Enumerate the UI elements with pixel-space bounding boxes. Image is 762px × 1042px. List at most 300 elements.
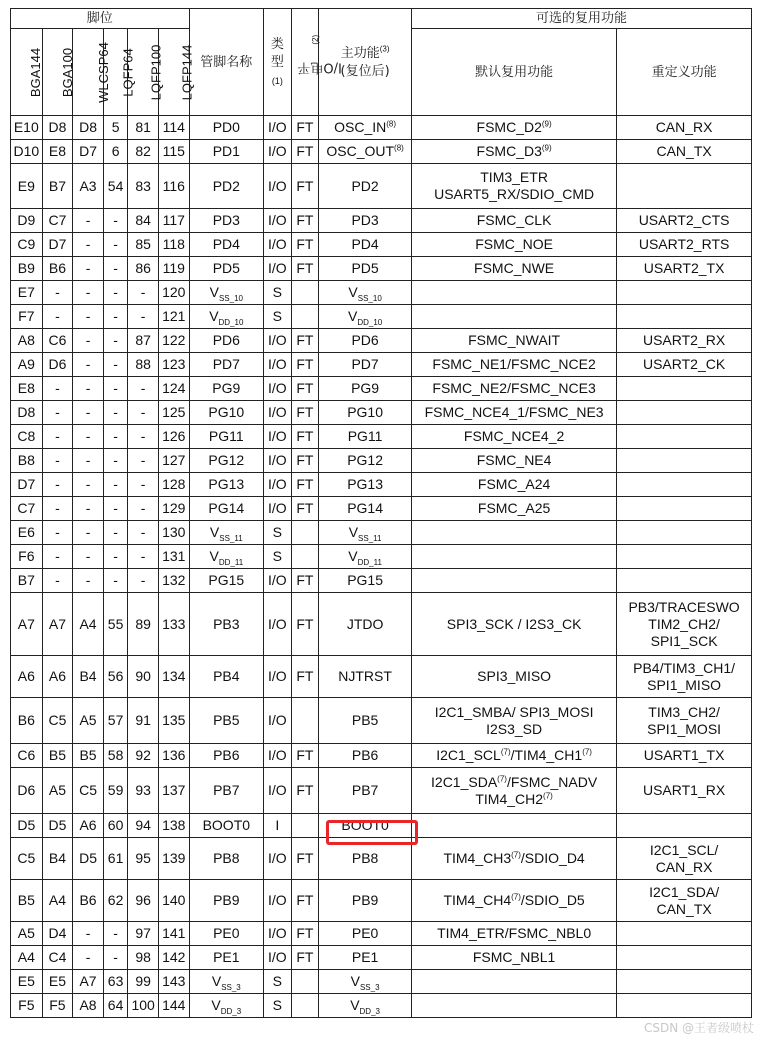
default-alt-function [412, 140, 617, 164]
remap-line [617, 332, 751, 349]
default-alt-text: I2C1_SDA [431, 773, 498, 790]
pin-position-header: 脚位 [11, 9, 190, 29]
pin-bga144: B7 [11, 569, 43, 593]
default-alt-function [412, 922, 617, 946]
default-alt-sup: (7) [543, 790, 553, 800]
io-level: FT [291, 497, 319, 521]
remap-function [617, 838, 752, 880]
pin-lqfp64: - [103, 377, 127, 401]
table-row [11, 970, 752, 994]
main-function [319, 593, 412, 656]
default-alt-text: TIM4_CH2 [475, 790, 544, 807]
remap-text: I2C1_SCL/ [649, 841, 719, 858]
pin-bga100: - [42, 401, 73, 425]
pin-lqfp64: 64 [103, 994, 127, 1018]
type-header-line2: 型 [270, 54, 284, 70]
remap-line [617, 119, 751, 136]
pin-bga144: F5 [11, 994, 43, 1018]
pin-bga144: D5 [11, 814, 43, 838]
pin-lqfp100: 96 [128, 880, 159, 922]
default-alt-function [412, 497, 617, 521]
io-level-header [291, 9, 342, 116]
remap-text: CAN_TX [656, 143, 712, 159]
io-level [291, 814, 319, 838]
remap-line [617, 356, 751, 373]
pin-lqfp144: 129 [158, 497, 189, 521]
default-alt-line [412, 668, 616, 685]
pin-name-text: BOOT0 [202, 817, 251, 833]
default-alt-line [412, 380, 616, 397]
remap-function [617, 593, 752, 656]
io-level [291, 970, 319, 994]
main-function-text: PB8 [351, 850, 379, 866]
pin-name-text: PG14 [208, 500, 245, 516]
pin-lqfp100: 94 [128, 814, 159, 838]
pin-wlcsp64: D7 [73, 140, 104, 164]
main-function [319, 164, 412, 209]
pin-name-text: V [211, 997, 221, 1013]
pin-bga100: - [42, 545, 73, 569]
pin-wlcsp64: - [73, 257, 104, 281]
pin-type: I/O [264, 656, 292, 698]
pin-name [189, 305, 264, 329]
pin-bga100: D8 [42, 116, 73, 140]
pin-name-text: V [211, 973, 222, 989]
pin-type: S [264, 281, 292, 305]
io-level: FT [291, 233, 319, 257]
table-row [11, 449, 752, 473]
default-alt-text: FSMC_NOE [475, 236, 553, 252]
pin-type: I/O [264, 209, 292, 233]
pin-wlcsp64: - [73, 377, 104, 401]
main-function-text: PG9 [351, 380, 380, 396]
remap-function [617, 116, 752, 140]
remap-line [617, 704, 751, 721]
pin-name-sub: DD_11 [218, 557, 244, 567]
pin-bga100: D4 [42, 922, 73, 946]
main-function-sub: SS_10 [357, 293, 382, 303]
main-function [319, 209, 412, 233]
io-level: FT [291, 922, 319, 946]
pin-lqfp64: - [103, 922, 127, 946]
pin-lqfp64: 62 [103, 880, 127, 922]
table-row [11, 698, 752, 744]
pin-name [189, 497, 264, 521]
pin-lqfp64: - [103, 569, 127, 593]
pin-name [189, 425, 264, 449]
pin-lqfp64: 63 [103, 970, 127, 994]
pin-type: I/O [264, 838, 292, 880]
pin-wlcsp64: - [73, 233, 104, 257]
pin-type: I/O [264, 377, 292, 401]
remap-function [617, 545, 752, 569]
pin-bga100: B7 [42, 164, 73, 209]
main-function [319, 449, 412, 473]
pin-lqfp64: - [103, 545, 127, 569]
pin-type: I/O [264, 449, 292, 473]
pin-lqfp144: 131 [158, 545, 189, 569]
pin-bga144: D8 [11, 401, 43, 425]
pin-name-text: PG12 [208, 452, 245, 468]
default-alt-text: TIM4_ETR/FSMC_NBL0 [437, 925, 592, 941]
pin-wlcsp64: - [73, 922, 104, 946]
pin-lqfp144: 137 [158, 768, 189, 814]
io-level: FT [291, 656, 319, 698]
table-row [11, 353, 752, 377]
table-row [11, 377, 752, 401]
remap-function [617, 281, 752, 305]
main-function-text: PB7 [351, 782, 379, 798]
main-function-text: NJTRST [338, 668, 392, 684]
default-alt-function [412, 545, 617, 569]
main-function [319, 257, 412, 281]
pin-name-text: PB3 [213, 615, 240, 632]
pin-lqfp64: - [103, 353, 127, 377]
pin-name [189, 698, 264, 744]
pin-type: I/O [264, 744, 292, 768]
pin-lqfp64: - [103, 329, 127, 353]
main-function-text: PD4 [351, 236, 379, 252]
pin-lqfp100: 100 [128, 994, 159, 1018]
main-function-text: PG10 [347, 404, 383, 420]
main-function [319, 233, 412, 257]
pin-wlcsp64: A4 [73, 593, 104, 656]
table-row [11, 880, 752, 922]
remap-line [617, 599, 751, 616]
main-function [319, 497, 412, 521]
pin-lqfp100: 86 [128, 257, 159, 281]
pin-wlcsp64: A6 [73, 814, 104, 838]
pin-lqfp144: 134 [158, 656, 189, 698]
remap-text: SPI1_SCK [650, 632, 718, 649]
pin-wlcsp64: - [73, 329, 104, 353]
pin-bga100: F5 [42, 994, 73, 1018]
pin-type: I/O [264, 497, 292, 521]
main-function [319, 768, 412, 814]
pin-lqfp64: 59 [103, 768, 127, 814]
remap-text: CAN_RX [655, 858, 713, 875]
default-alt-line [412, 404, 616, 421]
remap-function [617, 880, 752, 922]
pin-name [189, 569, 264, 593]
pin-bga100: B4 [42, 838, 73, 880]
io-level: FT [291, 140, 319, 164]
default-alt-header: 默认复用功能 [412, 29, 617, 116]
default-alt-line [412, 704, 616, 721]
pin-lqfp144: 120 [158, 281, 189, 305]
main-function [319, 744, 412, 768]
remap-line [617, 859, 751, 876]
pin-lqfp64: 56 [103, 656, 127, 698]
pin-lqfp144: 127 [158, 449, 189, 473]
remap-function [617, 449, 752, 473]
pin-bga100: - [42, 473, 73, 497]
pin-bga144: A8 [11, 329, 43, 353]
default-alt-function [412, 401, 617, 425]
main-function-text: V [348, 284, 358, 300]
default-alt-line [412, 143, 616, 160]
pin-type: S [264, 545, 292, 569]
default-alt-line [412, 925, 616, 942]
pin-name [189, 880, 264, 922]
pin-name-text: V [209, 284, 219, 300]
pin-lqfp100: 92 [128, 744, 159, 768]
remap-function [617, 305, 752, 329]
remap-function [617, 768, 752, 814]
optional-functions-header: 可选的复用功能 [412, 9, 752, 29]
default-alt-text: TIM4_CH4 [443, 892, 512, 908]
table-row [11, 473, 752, 497]
default-alt-line [412, 476, 616, 493]
pin-table-body [11, 116, 752, 1018]
pin-type: I [264, 814, 292, 838]
remap-text: CAN_TX [656, 900, 712, 917]
pin-lqfp64: 57 [103, 698, 127, 744]
table-row [11, 656, 752, 698]
pin-lqfp64: - [103, 233, 127, 257]
table-row [11, 305, 752, 329]
pin-bga144: D6 [11, 768, 43, 814]
remap-function [617, 922, 752, 946]
remap-text: TIM2_CH2/ [648, 615, 720, 632]
pin-lqfp144: 126 [158, 425, 189, 449]
default-alt-text: FSMC_NBL1 [472, 949, 556, 965]
io-level [291, 521, 319, 545]
pin-lqfp100: 90 [128, 656, 159, 698]
default-alt-line [412, 721, 616, 738]
pin-name-text: PE1 [213, 949, 240, 965]
pin-bga144: F7 [11, 305, 43, 329]
default-alt-line [412, 169, 616, 186]
remap-line [617, 782, 751, 799]
pin-lqfp100: 97 [128, 922, 159, 946]
pin-lqfp144: 144 [158, 994, 189, 1018]
pin-wlcsp64: A3 [73, 164, 104, 209]
io-level [291, 994, 319, 1018]
default-alt-line [412, 332, 616, 349]
remap-function [617, 329, 752, 353]
pin-name [189, 209, 264, 233]
pin-name [189, 656, 264, 698]
pin-wlcsp64: A5 [73, 698, 104, 744]
pin-bga144: A9 [11, 353, 43, 377]
default-alt-sup: (7) [511, 850, 521, 860]
default-alt-function [412, 353, 617, 377]
remap-function [617, 209, 752, 233]
pin-lqfp64: - [103, 425, 127, 449]
table-row [11, 744, 752, 768]
pin-bga144: C6 [11, 744, 43, 768]
pin-name-text: PG13 [208, 476, 245, 492]
pin-type: I/O [264, 164, 292, 209]
pin-bga100: - [42, 425, 73, 449]
main-function-note: (3) [379, 44, 390, 54]
pin-type: I/O [264, 698, 292, 744]
default-alt-line [412, 212, 616, 229]
default-alt-line [412, 791, 616, 808]
pin-bga100: - [42, 449, 73, 473]
pin-lqfp144: 128 [158, 473, 189, 497]
remap-line [617, 721, 751, 738]
default-alt-text: SPI3_MISO [477, 668, 552, 684]
main-function-text: V [348, 548, 358, 564]
main-function [319, 880, 412, 922]
pin-name-text: V [209, 524, 220, 540]
pin-wlcsp64: - [73, 449, 104, 473]
pin-name [189, 353, 264, 377]
pin-wlcsp64: - [73, 425, 104, 449]
main-function [319, 353, 412, 377]
default-alt-tail: /SDIO_D5 [520, 892, 585, 908]
pin-name [189, 164, 264, 209]
pin-wlcsp64: - [73, 497, 104, 521]
table-row [11, 922, 752, 946]
remap-line [617, 660, 751, 677]
main-function [319, 473, 412, 497]
default-alt-text: FSMC_A25 [477, 500, 551, 516]
pin-wlcsp64: - [73, 401, 104, 425]
table-row [11, 209, 752, 233]
pin-wlcsp64: B5 [73, 744, 104, 768]
pin-lqfp64: - [103, 497, 127, 521]
pin-bga144: E8 [11, 377, 43, 401]
pin-lqfp100: - [128, 569, 159, 593]
pin-name [189, 449, 264, 473]
remap-text: SPI1_MISO [647, 676, 722, 693]
pin-type: I/O [264, 401, 292, 425]
pin-wlcsp64: - [73, 521, 104, 545]
main-function-label: 主功能 [340, 46, 380, 61]
pin-lqfp144: 130 [158, 521, 189, 545]
pin-bga100: A4 [42, 880, 73, 922]
pin-name [189, 521, 264, 545]
pin-wlcsp64: C5 [73, 768, 104, 814]
default-alt-line [412, 892, 616, 909]
pin-bga100: C5 [42, 698, 73, 744]
default-alt-function [412, 970, 617, 994]
table-row [11, 497, 752, 521]
default-alt-sup: (9) [541, 119, 552, 129]
pin-name [189, 922, 264, 946]
remap-function [617, 473, 752, 497]
pin-lqfp144: 118 [158, 233, 189, 257]
default-alt-function [412, 377, 617, 401]
table-row [11, 545, 752, 569]
pin-bga100: - [42, 569, 73, 593]
main-function-text: PG13 [347, 476, 383, 492]
main-function-sub: DD_11 [357, 557, 382, 567]
default-alt-function [412, 994, 617, 1018]
default-alt-sup: (7) [500, 747, 511, 757]
table-row [11, 281, 752, 305]
pin-type: I/O [264, 233, 292, 257]
pin-type: I/O [264, 353, 292, 377]
main-function-text: PG11 [347, 428, 383, 444]
remap-line [617, 143, 751, 160]
default-alt-function [412, 593, 617, 656]
default-alt-sup: (9) [541, 143, 552, 153]
remap-line [617, 884, 751, 901]
main-function [319, 994, 412, 1018]
pin-wlcsp64: - [73, 353, 104, 377]
remap-function [617, 401, 752, 425]
remap-line [617, 842, 751, 859]
pin-lqfp100: - [128, 545, 159, 569]
remap-line [617, 677, 751, 694]
pin-wlcsp64: A7 [73, 970, 104, 994]
pin-bga100: C4 [42, 946, 73, 970]
pin-lqfp64: 58 [103, 744, 127, 768]
main-function-text: PD7 [351, 356, 379, 372]
main-function-sub: DD_3 [359, 1006, 380, 1016]
default-alt-function [412, 698, 617, 744]
default-alt-function [412, 209, 617, 233]
pin-lqfp64: - [103, 305, 127, 329]
pin-lqfp64: 54 [103, 164, 127, 209]
pin-name-text: PB6 [213, 747, 240, 763]
io-level: FT [291, 209, 319, 233]
pin-bga144: C9 [11, 233, 43, 257]
io-level: FT [291, 473, 319, 497]
io-level: FT [291, 329, 319, 353]
pin-name-text: PB9 [213, 892, 240, 908]
table-row [11, 994, 752, 1018]
remap-function [617, 994, 752, 1018]
pin-lqfp100: 99 [128, 970, 159, 994]
io-level [291, 305, 319, 329]
pin-name [189, 744, 264, 768]
pin-lqfp100: 81 [128, 116, 159, 140]
remap-text: USART1_RX [642, 782, 726, 798]
default-alt-tail: /FSMC_NADV [506, 773, 598, 790]
pin-wlcsp64: - [73, 305, 104, 329]
pin-type: S [264, 970, 292, 994]
pin-type: I/O [264, 257, 292, 281]
pin-name [189, 994, 264, 1018]
pin-bga144: F6 [11, 545, 43, 569]
table-row [11, 838, 752, 880]
pin-bga100: D5 [42, 814, 73, 838]
default-alt-tail: /TIM4_CH1 [510, 747, 583, 763]
package-header-bga100: BGA100 [42, 29, 73, 116]
table-row [11, 233, 752, 257]
package-header-bga144: BGA144 [11, 29, 43, 116]
default-alt-function [412, 880, 617, 922]
remap-function [617, 656, 752, 698]
remap-function [617, 946, 752, 970]
pin-type: S [264, 521, 292, 545]
remap-function [617, 497, 752, 521]
main-function [319, 922, 412, 946]
pin-type: I/O [264, 768, 292, 814]
remap-text: USART2_TX [643, 260, 725, 276]
default-alt-line [412, 850, 616, 867]
pin-type: I/O [264, 329, 292, 353]
pin-name-text: PB4 [213, 668, 240, 684]
pin-name [189, 257, 264, 281]
remap-function [617, 140, 752, 164]
remap-text: PB4/TIM3_CH1/ [633, 659, 736, 676]
pin-type: I/O [264, 425, 292, 449]
io-level [291, 281, 319, 305]
table-row [11, 569, 752, 593]
remap-function [617, 233, 752, 257]
pin-definition-table [10, 8, 752, 1018]
pin-bga100: - [42, 305, 73, 329]
default-alt-function [412, 449, 617, 473]
io-level [291, 545, 319, 569]
pin-lqfp100: 84 [128, 209, 159, 233]
